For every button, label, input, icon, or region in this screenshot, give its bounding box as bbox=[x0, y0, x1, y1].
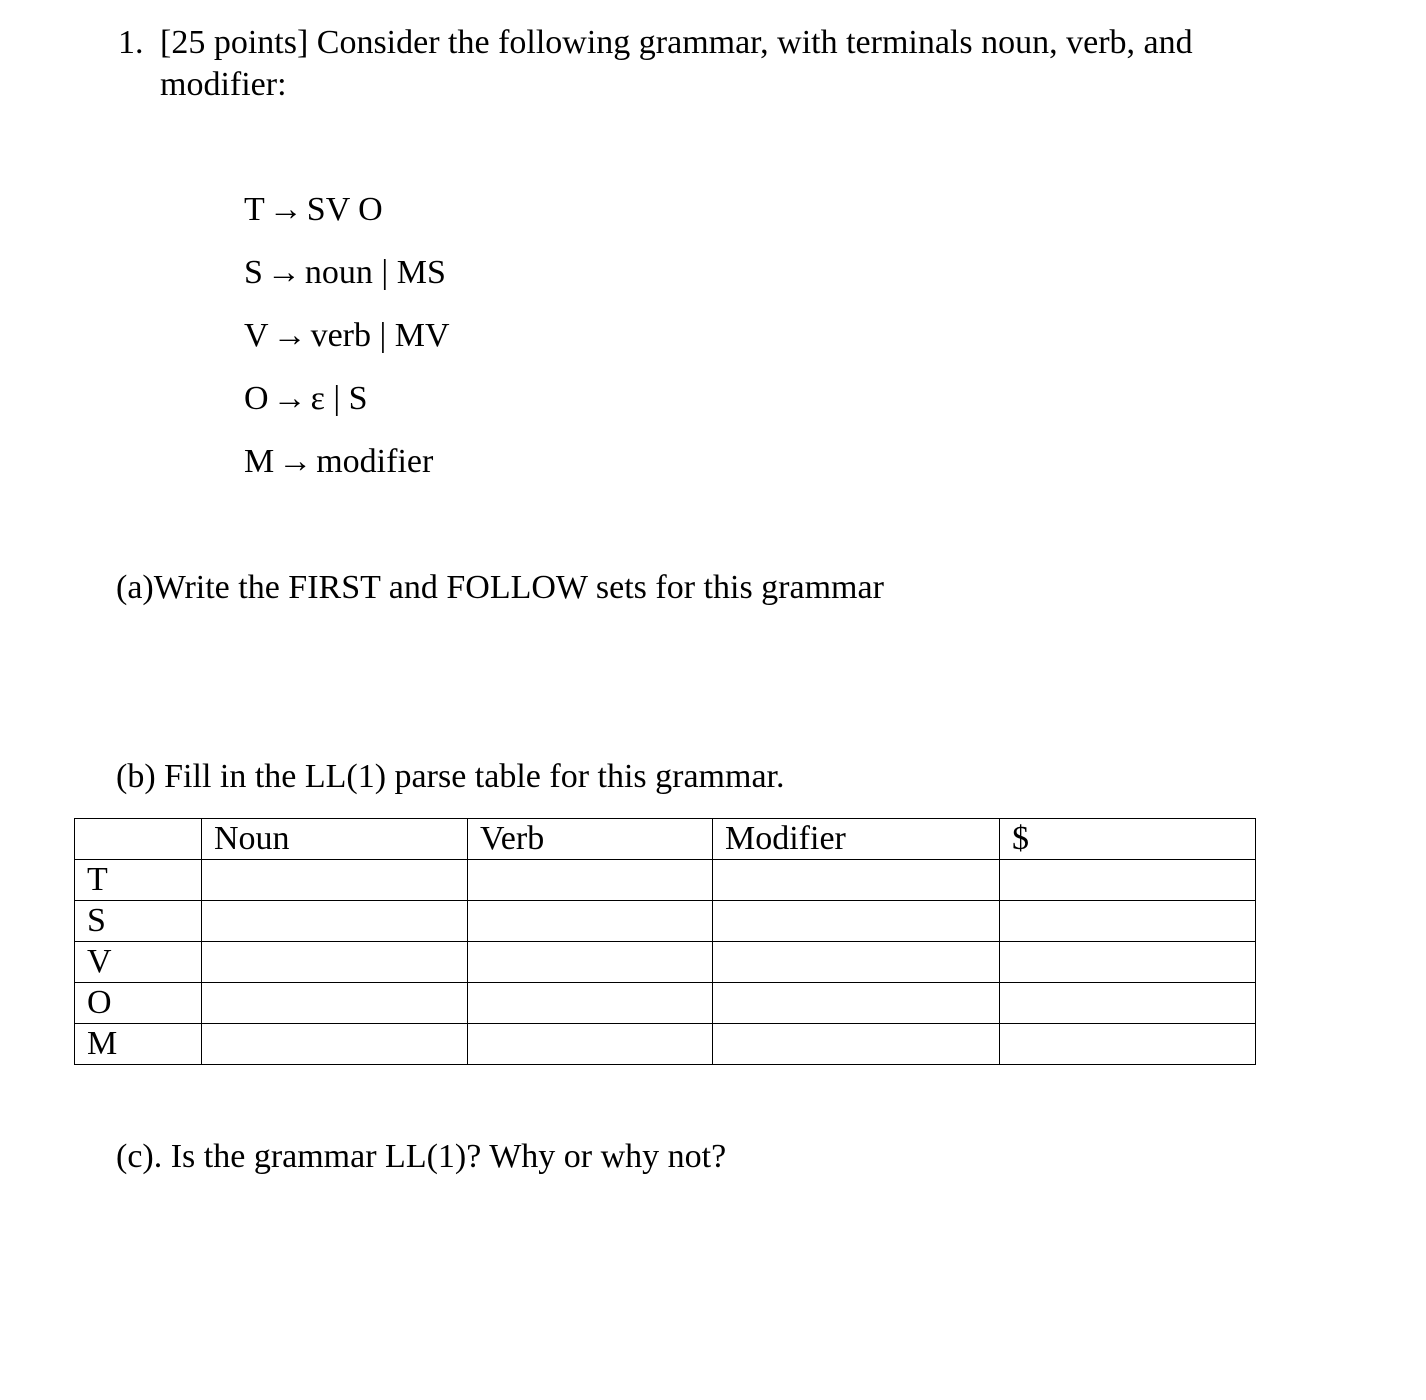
table-cell[interactable] bbox=[1000, 901, 1256, 942]
row-header-m: M bbox=[75, 1024, 202, 1065]
row-header-s: S bbox=[75, 901, 202, 942]
table-cell[interactable] bbox=[202, 860, 468, 901]
row-header-v: V bbox=[75, 942, 202, 983]
ll1-parse-table bbox=[74, 818, 1256, 1065]
table-cell[interactable] bbox=[1000, 983, 1256, 1024]
column-header-dollar: $ bbox=[1000, 819, 1256, 860]
grammar-rule-t bbox=[244, 190, 383, 230]
grammar-rule-m bbox=[244, 442, 433, 482]
part-b-prompt: (b) Fill in the LL(1) parse table for this grammar. bbox=[116, 758, 785, 795]
part-c-prompt: (c). Is the grammar LL(1)? Why or why not? bbox=[116, 1138, 727, 1175]
table-cell[interactable] bbox=[713, 901, 1000, 942]
grammar-rule-s bbox=[244, 253, 446, 293]
table-cell[interactable] bbox=[713, 860, 1000, 901]
question-text: [25 points] Consider the following grammar, with terminals noun, verb, and modifier: bbox=[160, 24, 1193, 103]
arrow-icon: → bbox=[268, 191, 303, 228]
grammar-rule-o bbox=[244, 379, 368, 419]
rule-lhs: O bbox=[244, 380, 269, 417]
arrow-icon: → bbox=[272, 317, 307, 354]
table-cell[interactable] bbox=[202, 1024, 468, 1065]
table-cell[interactable] bbox=[468, 942, 713, 983]
rule-lhs: M bbox=[244, 443, 275, 480]
part-a-prompt: (a)Write the FIRST and FOLLOW sets for this grammar bbox=[116, 569, 884, 606]
table-cell[interactable] bbox=[713, 1024, 1000, 1065]
rule-lhs: V bbox=[244, 317, 269, 354]
arrow-icon: → bbox=[272, 380, 307, 417]
table-cell[interactable] bbox=[468, 860, 713, 901]
row-header-o: O bbox=[75, 983, 202, 1024]
column-header-verb: Verb bbox=[468, 819, 713, 860]
table-row bbox=[75, 901, 1256, 942]
table-cell[interactable] bbox=[468, 901, 713, 942]
table-row bbox=[75, 1024, 1256, 1065]
table-cell[interactable] bbox=[468, 1024, 713, 1065]
rule-rhs: ε | S bbox=[310, 380, 368, 417]
table-cell[interactable] bbox=[202, 901, 468, 942]
table-corner-cell bbox=[75, 819, 202, 860]
rule-rhs: noun | MS bbox=[304, 254, 446, 291]
table-row bbox=[75, 860, 1256, 901]
grammar-rule-v bbox=[244, 316, 450, 356]
row-header-t: T bbox=[75, 860, 202, 901]
table-cell[interactable] bbox=[202, 983, 468, 1024]
table-row bbox=[75, 983, 1256, 1024]
column-header-modifier: Modifier bbox=[713, 819, 1000, 860]
table-cell[interactable] bbox=[713, 983, 1000, 1024]
rule-rhs: SV O bbox=[306, 191, 383, 228]
question-number: 1. bbox=[118, 24, 144, 61]
rule-lhs: S bbox=[244, 254, 263, 291]
rule-lhs: T bbox=[244, 191, 265, 228]
table-row bbox=[75, 942, 1256, 983]
table-cell[interactable] bbox=[1000, 942, 1256, 983]
table-cell[interactable] bbox=[1000, 1024, 1256, 1065]
rule-rhs: verb | MV bbox=[310, 317, 450, 354]
table-cell[interactable] bbox=[713, 942, 1000, 983]
table-header-row bbox=[75, 819, 1256, 860]
table-cell[interactable] bbox=[1000, 860, 1256, 901]
rule-rhs: modifier bbox=[316, 443, 434, 480]
table-cell[interactable] bbox=[202, 942, 468, 983]
arrow-icon: → bbox=[278, 443, 313, 480]
arrow-icon: → bbox=[266, 254, 301, 291]
column-header-noun: Noun bbox=[202, 819, 468, 860]
table-cell[interactable] bbox=[468, 983, 713, 1024]
